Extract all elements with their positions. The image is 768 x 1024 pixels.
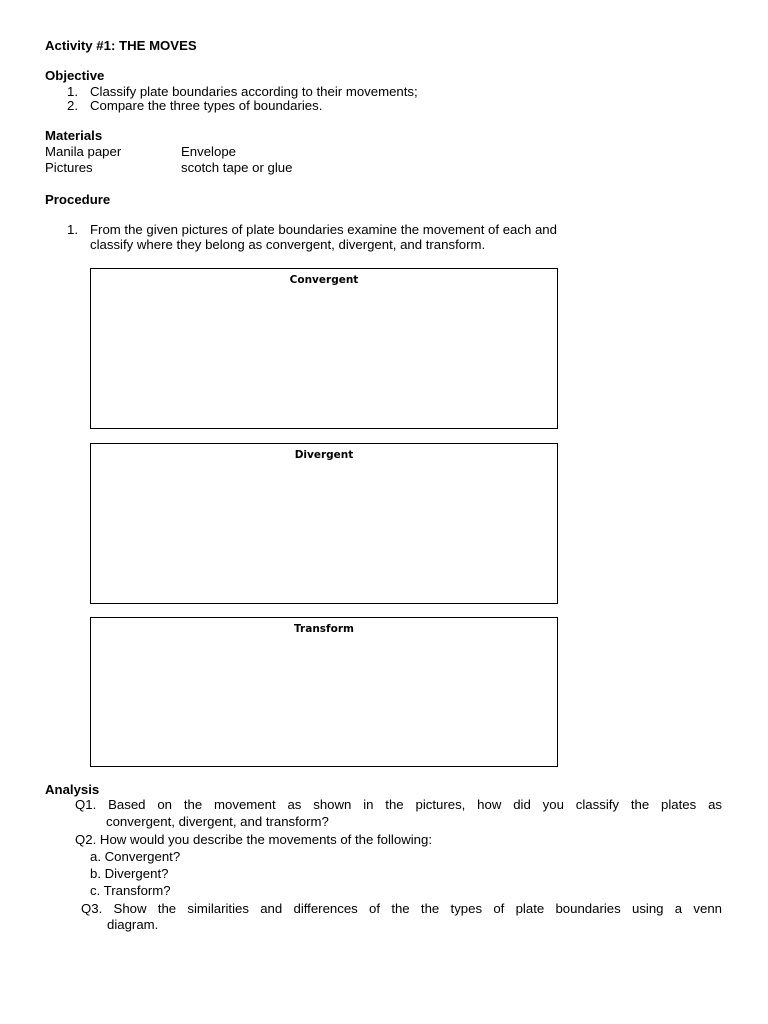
transform-box-label: Transform — [294, 623, 354, 635]
divergent-box — [90, 443, 558, 604]
procedure-heading: Procedure — [45, 192, 111, 207]
question-3-line-2: diagram. — [107, 917, 159, 932]
procedure-step-number: 1. — [67, 222, 78, 237]
material-envelope: Envelope — [181, 144, 236, 159]
materials-heading: Materials — [45, 128, 103, 143]
objective-item-2-number: 2. — [67, 98, 78, 113]
objective-item-1: Classify plate boundaries according to their movements; — [90, 84, 418, 99]
transform-box — [90, 617, 558, 767]
question-1-line-2: convergent, divergent, and transform? — [106, 814, 329, 829]
question-2-item-b: b. Divergent? — [90, 866, 169, 881]
procedure-step-line-2: classify where they belong as convergent, divergent, and transform. — [90, 237, 486, 252]
material-pictures: Pictures — [45, 160, 93, 175]
page-title: Activity #1: THE MOVES — [45, 38, 197, 53]
question-3-line-1: Q3. Show the similarities and differences of the the types of plate boundaries using a venn — [81, 901, 722, 916]
question-2-item-c: c. Transform? — [90, 883, 171, 898]
convergent-box-label: Convergent — [289, 274, 359, 286]
procedure-step-line-1: From the given pictures of plate boundaries examine the movement of each and — [90, 222, 557, 237]
objective-item-1-number: 1. — [67, 84, 78, 99]
material-manila-paper: Manila paper — [45, 144, 122, 159]
material-tape-or-glue: scotch tape or glue — [181, 160, 293, 175]
analysis-heading: Analysis — [45, 782, 100, 797]
question-2: Q2. How would you describe the movements of the following: — [75, 832, 432, 847]
convergent-box — [90, 268, 558, 429]
objective-item-2: Compare the three types of boundaries. — [90, 98, 323, 113]
question-2-item-a: a. Convergent? — [90, 849, 181, 864]
question-1-line-1: Q1. Based on the movement as shown in the pictures, how did you classify the plates as — [75, 797, 722, 812]
divergent-box-label: Divergent — [294, 449, 354, 461]
objective-heading: Objective — [45, 68, 105, 83]
